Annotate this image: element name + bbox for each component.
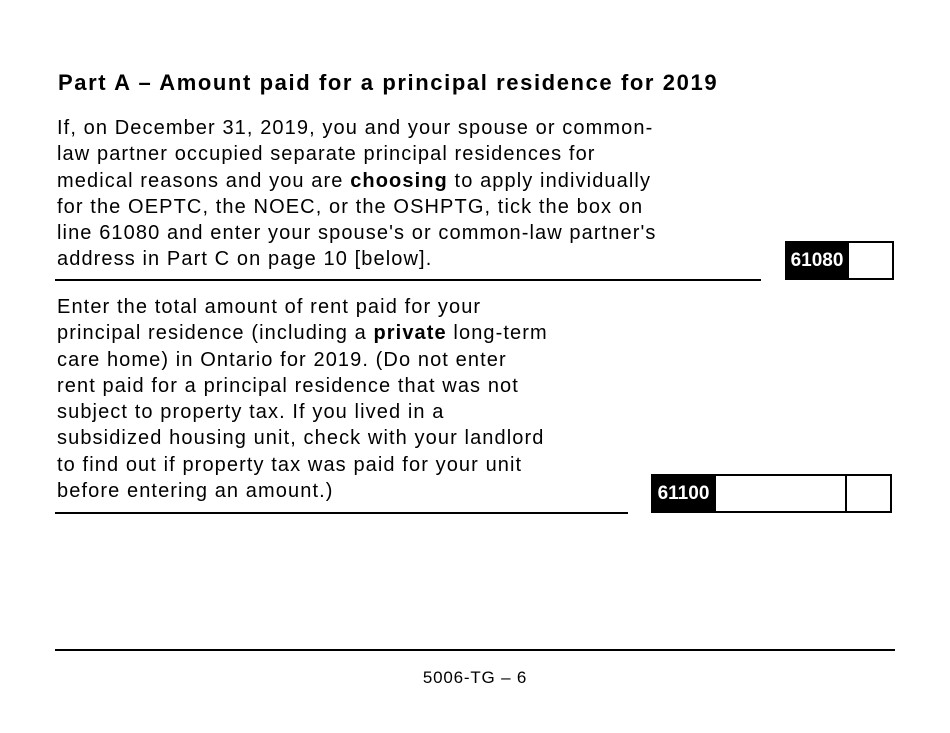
page-footer: 5006-TG – 6 — [422, 668, 528, 687]
instruction-line: subject to property tax. If you lived in a — [57, 401, 445, 424]
section-divider — [55, 279, 761, 281]
rent-amount-cents-field[interactable] — [845, 474, 892, 513]
footer-divider — [55, 649, 895, 651]
instruction-line: medical reasons and you are choosing to apply individually — [57, 169, 652, 192]
instruction-line: to find out if property tax was paid for your unit — [57, 453, 523, 476]
line-code-61100: 61100 — [651, 474, 716, 513]
instruction-line: for the OEPTC, the NOEC, or the OSHPTG, tick the box on — [57, 195, 644, 218]
instruction-line: before entering an amount.) — [57, 480, 334, 503]
page-title: Part A – Amount paid for a principal residence for 2019 — [58, 70, 719, 95]
emphasis-text: choosing — [350, 169, 448, 192]
section-divider — [55, 512, 628, 514]
instruction-line: rent paid for a principal residence that was not — [57, 374, 519, 397]
line-code-61080: 61080 — [785, 241, 849, 280]
instruction-line: subsidized housing unit, check with your landlord — [57, 427, 545, 450]
instruction-line: law partner occupied separate principal residences for — [57, 143, 596, 166]
instruction-line: principal residence (including a private long-term — [57, 322, 548, 345]
instruction-line: line 61080 and enter your spouse's or common-law partner's — [57, 222, 657, 245]
spouse-separate-residence-instructions — [57, 115, 657, 273]
instruction-line: address in Part C on page 10 [below]. — [57, 248, 433, 271]
instruction-line: If, on December 31, 2019, you and your spouse or common- — [57, 117, 654, 139]
instruction-line: care home) in Ontario for 2019. (Do not enter — [57, 348, 507, 371]
instruction-line: Enter the total amount of rent paid for your — [57, 296, 482, 318]
rent-amount-dollars-field[interactable] — [714, 474, 847, 513]
line-61080-checkbox[interactable] — [847, 241, 894, 280]
emphasis-text: private — [373, 322, 447, 345]
rent-paid-instructions — [57, 294, 548, 504]
